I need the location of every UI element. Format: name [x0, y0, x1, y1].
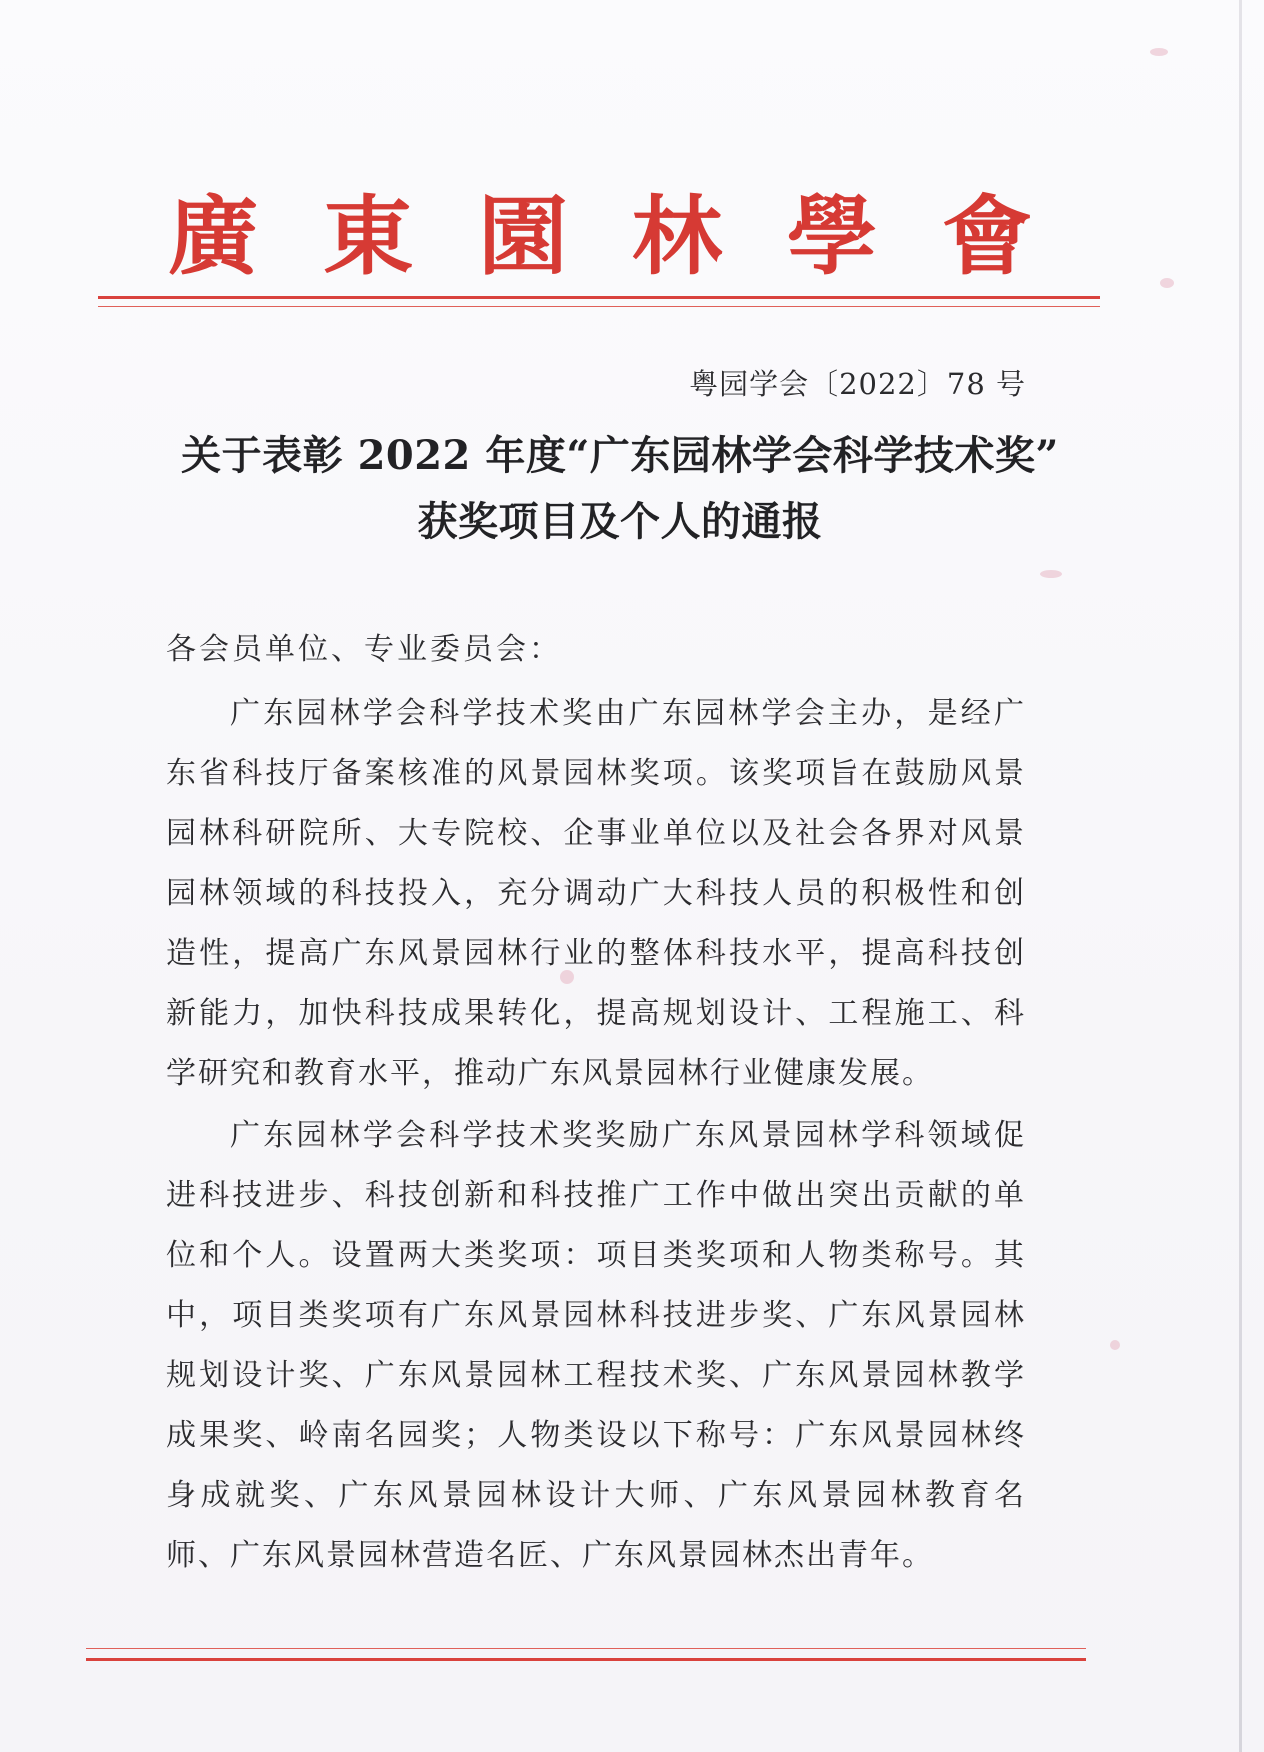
- letterhead-char: 廣: [167, 186, 259, 287]
- letterhead-char: 園: [477, 186, 568, 287]
- letterhead-rule-thick: [98, 296, 1100, 299]
- body-paragraph: 广东园林学会科学技术奖由广东园林学会主办，是经广东省科技厅备案核准的风景园林奖项。该奖项旨在鼓励风景园林科研院所、大专院校、企事业单位以及社会各界对风景园林领域的科技投入，充分调动广大科技人员的积极性和创造性，提高广东风景园林行业的整体科技水平，提高科技创新能力，加快科技成果转化，提高规划设计、工程施工、科学研究和教育水平，推动广东风景园林行业健康发展。: [166, 696, 1026, 1091]
- body-paragraph: 广东园林学会科学技术奖奖励广东风景园林学科领域促进科技进步、科技创新和科技推广工作中做出突出贡献的单位和个人。设置两大类奖项：项目类奖项和人物类称号。其中，项目类奖项有广东风景园林科技进步奖、广东风景园林规划设计奖、广东风景园林工程技术奖、广东风景园林教学成果奖、岭南名园奖；人物类设以下称号：广东风景园林终身成就奖、广东风景园林设计大师、广东风景园林教育名师、广东风景园林营造名匠、广东风景园林杰出青年。: [166, 1118, 1026, 1573]
- document-number: 粤园学会〔2022〕78 号: [689, 367, 1026, 401]
- letterhead-char: 東: [322, 186, 413, 287]
- letterhead-char: 林: [632, 186, 723, 287]
- scan-speck: [1160, 278, 1174, 288]
- page-edge: [1239, 0, 1242, 1752]
- footer-rule-thin: [86, 1648, 1086, 1649]
- document-title-line-1: 关于表彰 2022 年度“广东园林学会科学技术奖”: [181, 432, 1059, 479]
- letterhead-rule-thin: [98, 306, 1100, 307]
- footer-rule-thick: [86, 1658, 1086, 1661]
- scan-speck: [1040, 570, 1062, 578]
- scan-speck: [1150, 48, 1168, 56]
- scan-speck: [1110, 1340, 1120, 1350]
- letterhead-char: 學: [787, 186, 878, 287]
- document-title-line-2: 获奖项目及个人的通报: [417, 498, 823, 545]
- salutation: 各会员单位、专业委员会：: [166, 632, 562, 667]
- organization-letterhead: [167, 182, 1033, 292]
- letterhead-char: 會: [941, 186, 1033, 287]
